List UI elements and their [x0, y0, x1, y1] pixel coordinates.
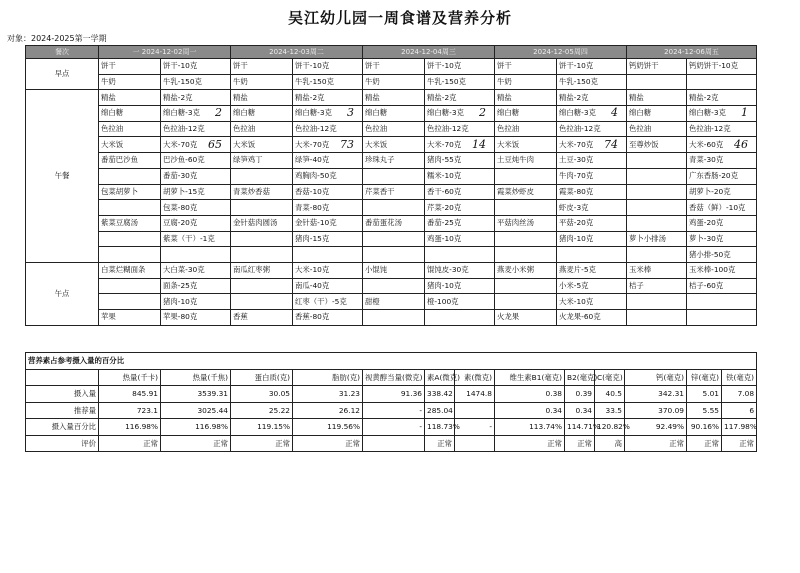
menu-row	[26, 106, 757, 122]
nutrient-value: 0.38	[495, 386, 565, 403]
handwritten-note: 4	[611, 106, 618, 120]
handwritten-note: 14	[472, 137, 486, 151]
dish-name	[495, 231, 557, 247]
nutrition-title: 营养素占参考摄入量的百分比	[26, 353, 757, 370]
nutrient-value: 正常	[99, 435, 161, 452]
day-header: 2024-12-05周四	[495, 46, 627, 59]
dish-name: 青菜炒香菇	[231, 184, 293, 200]
ingredient: 豆腐-20克	[161, 215, 231, 231]
ingredient	[687, 294, 757, 310]
ingredient: 绿笋-40克	[293, 153, 363, 169]
ingredient: 猪肉-10克	[161, 294, 231, 310]
nutrient-value: 117.98%	[722, 419, 757, 436]
dish-name: 白菜烂糊面条	[99, 262, 161, 278]
ingredient: 精盐-2克	[161, 90, 231, 106]
dish-name: 南瓜红枣粥	[231, 262, 293, 278]
nutrient-value: 正常	[231, 435, 293, 452]
nutrient-header: 热量(千卡)	[99, 369, 161, 386]
dish-name: 萝卜小排汤	[627, 231, 687, 247]
menu-row	[26, 59, 757, 75]
nutrient-header: B2(毫克)	[565, 369, 595, 386]
dish-name	[627, 215, 687, 231]
ingredient: 精盐-2克	[687, 90, 757, 106]
ingredient: 饼干-10克	[557, 59, 627, 75]
ingredient: 巴沙鱼-60克	[161, 153, 231, 169]
nutrient-header: 热量(千焦)	[161, 369, 231, 386]
ingredient: 苹果-80克	[161, 310, 231, 326]
nutrient-value: 114.71%	[565, 419, 595, 436]
day-header: 2024-12-04周三	[363, 46, 495, 59]
ingredient: 色拉油-12克	[687, 121, 757, 137]
dish-name: 绿笋鸡丁	[231, 153, 293, 169]
ingredient: 牛乳-150克	[161, 74, 231, 90]
nutrient-value: 正常	[565, 435, 595, 452]
ingredient: 番茄-25克	[425, 215, 495, 231]
nutrient-value: 正常	[495, 435, 565, 452]
ingredient: 火龙果-60克	[557, 310, 627, 326]
dish-name: 色拉油	[495, 121, 557, 137]
dish-name	[363, 278, 425, 294]
dish-name: 霞菜炒虾皮	[495, 184, 557, 200]
ingredient: 胡萝卜-15克	[161, 184, 231, 200]
dish-name: 牛奶	[99, 74, 161, 90]
menu-row	[26, 74, 757, 90]
ingredient: 糯米-10克	[425, 168, 495, 184]
nutrient-value: 正常	[687, 435, 722, 452]
ingredient	[293, 247, 363, 263]
ingredient: 芹菜-20克	[425, 200, 495, 216]
nutrition-row-label: 摄入量百分比	[26, 419, 99, 436]
dish-name: 土豆炖牛肉	[495, 153, 557, 169]
dish-name: 精盐	[99, 90, 161, 106]
dish-name	[99, 168, 161, 184]
ingredient	[557, 247, 627, 263]
dish-name: 精盐	[363, 90, 425, 106]
handwritten-note: 1	[741, 106, 748, 120]
dish-name: 大米饭	[231, 137, 293, 153]
dish-name: 精盐	[495, 90, 557, 106]
menu-row	[26, 153, 757, 169]
menu-row	[26, 184, 757, 200]
nutrient-value: 正常	[161, 435, 231, 452]
nutrient-value: 正常	[293, 435, 363, 452]
dish-name: 大米饭	[363, 137, 425, 153]
menu-row	[26, 278, 757, 294]
dish-name	[99, 200, 161, 216]
ingredient: 大米-70克 74	[557, 137, 627, 153]
ingredient: 虾皮-3克	[557, 200, 627, 216]
handwritten-note: 2	[215, 106, 222, 120]
dish-name	[231, 231, 293, 247]
dish-name: 绵白糖	[495, 106, 557, 122]
meal-label: 午餐	[26, 90, 99, 263]
ingredient: 香菇-10克	[293, 184, 363, 200]
nutrient-header: 维生素B1(毫克)	[495, 369, 565, 386]
ingredient: 鸡蛋-10克	[425, 231, 495, 247]
nutrient-value: 370.09	[625, 402, 687, 419]
dish-name: 牛奶	[495, 74, 557, 90]
ingredient: 精盐-2克	[557, 90, 627, 106]
meal-label: 早点	[26, 59, 99, 90]
dish-name: 饼干	[363, 59, 425, 75]
dish-name	[363, 231, 425, 247]
nutrient-value	[455, 402, 495, 419]
menu-row	[26, 215, 757, 231]
nutrient-header: 锌(毫克)	[687, 369, 722, 386]
menu-table	[25, 45, 757, 326]
ingredient: 土豆-30克	[557, 153, 627, 169]
ingredient: 绵白糖-3克 1	[687, 106, 757, 122]
dish-name	[627, 247, 687, 263]
dish-name	[627, 153, 687, 169]
ingredient: 饼干-10克	[161, 59, 231, 75]
ingredient: 香蕉-80克	[293, 310, 363, 326]
ingredient: 胡萝卜-20克	[687, 184, 757, 200]
menu-row	[26, 294, 757, 310]
dish-name	[231, 200, 293, 216]
nutrient-value: 1474.8	[455, 386, 495, 403]
ingredient: 鸡胸肉-50克	[293, 168, 363, 184]
dish-name: 大米饭	[495, 137, 557, 153]
dish-name	[99, 231, 161, 247]
nutrient-value	[455, 435, 495, 452]
nutrition-row-label: 摄入量	[26, 386, 99, 403]
dish-name	[363, 247, 425, 263]
nutrient-value: 6	[722, 402, 757, 419]
ingredient: 精盐-2克	[293, 90, 363, 106]
dish-name: 绵白糖	[99, 106, 161, 122]
dish-name	[99, 247, 161, 263]
nutrient-value: 33.5	[595, 402, 625, 419]
nutrient-value: 845.91	[99, 386, 161, 403]
nutrient-value: 5.55	[687, 402, 722, 419]
dish-name	[363, 168, 425, 184]
nutrient-value: 119.56%	[293, 419, 363, 436]
ingredient: 色拉油-12克	[293, 121, 363, 137]
nutrient-value: 0.34	[565, 402, 595, 419]
dish-name	[363, 310, 425, 326]
dish-name: 绵白糖	[231, 106, 293, 122]
nutrient-value	[363, 435, 425, 452]
nutrient-value: 0.39	[565, 386, 595, 403]
ingredient: 面条-25克	[161, 278, 231, 294]
dish-name: 饼干	[231, 59, 293, 75]
dish-name: 绵白糖	[363, 106, 425, 122]
menu-row	[26, 90, 757, 106]
nutrient-value: 5.01	[687, 386, 722, 403]
handwritten-note: 2	[479, 106, 486, 120]
ingredient: 猪肉-10克	[425, 278, 495, 294]
ingredient: 精盐-2克	[425, 90, 495, 106]
nutrient-value: 正常	[722, 435, 757, 452]
dish-name	[495, 278, 557, 294]
nutrition-table	[25, 352, 757, 452]
ingredient	[425, 310, 495, 326]
ingredient: 色拉油-12克	[425, 121, 495, 137]
dish-name: 饼干	[495, 59, 557, 75]
handwritten-note: 3	[347, 106, 354, 120]
dish-name: 珍珠丸子	[363, 153, 425, 169]
dish-name: 饼干	[99, 59, 161, 75]
ingredient: 牛乳-150克	[425, 74, 495, 90]
ingredient	[687, 310, 757, 326]
ingredient: 广东香肠-20克	[687, 168, 757, 184]
ingredient: 牛乳-150克	[293, 74, 363, 90]
handwritten-note: 46	[734, 137, 748, 151]
dish-name: 玉米棒	[627, 262, 687, 278]
dish-name	[495, 200, 557, 216]
dish-name: 包菜胡萝卜	[99, 184, 161, 200]
term-label: 对象：2024-2025第一学期	[7, 34, 107, 43]
nutrient-value: -	[363, 402, 425, 419]
nutrient-value: 3025.44	[161, 402, 231, 419]
ingredient: 番茄-30克	[161, 168, 231, 184]
nutrient-value: 91.36	[363, 386, 425, 403]
nutrient-header: 铁(毫克)	[722, 369, 757, 386]
nutrient-value: 30.05	[231, 386, 293, 403]
ingredient	[425, 247, 495, 263]
ingredient: 萝卜-30克	[687, 231, 757, 247]
dish-name	[495, 247, 557, 263]
ingredient: 牛乳-150克	[557, 74, 627, 90]
menu-row	[26, 231, 757, 247]
dish-name: 精盐	[231, 90, 293, 106]
ingredient: 绵白糖-3克 2	[161, 106, 231, 122]
ingredient: 大米-70克 73	[293, 137, 363, 153]
menu-row	[26, 262, 757, 278]
dish-name	[495, 168, 557, 184]
ingredient: 绵白糖-3克 2	[425, 106, 495, 122]
ingredient: 饼干-10克	[425, 59, 495, 75]
dish-name: 平菇肉丝汤	[495, 215, 557, 231]
dish-name: 钙奶饼干	[627, 59, 687, 75]
ingredient: 大米-10克	[293, 262, 363, 278]
nutrition-corner	[26, 369, 99, 386]
nutrient-value: 高	[595, 435, 625, 452]
dish-name: 精盐	[627, 90, 687, 106]
nutrient-value: 92.49%	[625, 419, 687, 436]
ingredient: 大白菜-30克	[161, 262, 231, 278]
ingredient: 紫菜（干）-1克	[161, 231, 231, 247]
day-header: 一 2024-12-02周一	[99, 46, 231, 59]
dish-name: 色拉油	[99, 121, 161, 137]
dish-name	[627, 184, 687, 200]
ingredient: 玉米棒-100克	[687, 262, 757, 278]
dish-name	[627, 294, 687, 310]
dish-name: 芹菜香干	[363, 184, 425, 200]
dish-name	[99, 278, 161, 294]
dish-name	[231, 247, 293, 263]
ingredient: 猪小排-50克	[687, 247, 757, 263]
nutrition-row-label: 推荐量	[26, 402, 99, 419]
nutrient-value: -	[455, 419, 495, 436]
dish-name: 紫菜豆腐汤	[99, 215, 161, 231]
nutrient-value: 40.5	[595, 386, 625, 403]
dish-name: 小馄饨	[363, 262, 425, 278]
ingredient: 桔子-60克	[687, 278, 757, 294]
nutrient-value: 338.42	[425, 386, 455, 403]
dish-name	[231, 278, 293, 294]
dish-name: 金针菇肉圆汤	[231, 215, 293, 231]
dish-name: 牛奶	[231, 74, 293, 90]
dish-name: 苹果	[99, 310, 161, 326]
meal-header: 餐次	[26, 46, 99, 59]
dish-name: 火龙果	[495, 310, 557, 326]
dish-name	[627, 310, 687, 326]
ingredient: 燕麦片-5克	[557, 262, 627, 278]
dish-name	[363, 200, 425, 216]
ingredient: 大米-10克	[557, 294, 627, 310]
dish-name: 大米饭	[99, 137, 161, 153]
dish-name: 色拉油	[231, 121, 293, 137]
nutrient-value: 正常	[625, 435, 687, 452]
dish-name	[627, 74, 687, 90]
ingredient: 牛肉-70克	[557, 168, 627, 184]
ingredient: 南瓜-40克	[293, 278, 363, 294]
page-title: 吴江幼儿园一周食谱及营养分析	[287, 9, 512, 27]
nutrient-value: 342.31	[625, 386, 687, 403]
ingredient: 大米-70克 14	[425, 137, 495, 153]
dish-name: 桔子	[627, 278, 687, 294]
dish-name	[99, 294, 161, 310]
ingredient: 饼干-10克	[293, 59, 363, 75]
menu-row	[26, 247, 757, 263]
nutrient-value: 正常	[425, 435, 455, 452]
dish-name	[231, 294, 293, 310]
dish-name: 番茄蛋花汤	[363, 215, 425, 231]
dish-name: 番茄巴沙鱼	[99, 153, 161, 169]
nutrient-value: 90.16%	[687, 419, 722, 436]
ingredient	[161, 247, 231, 263]
nutrient-value: 723.1	[99, 402, 161, 419]
menu-row	[26, 121, 757, 137]
ingredient: 猪肉-10克	[557, 231, 627, 247]
dish-name: 色拉油	[363, 121, 425, 137]
nutrient-value: 0.34	[495, 402, 565, 419]
ingredient: 平菇-20克	[557, 215, 627, 231]
ingredient: 色拉油-12克	[557, 121, 627, 137]
nutrient-header: 素(微克)	[455, 369, 495, 386]
ingredient: 霞菜-80克	[557, 184, 627, 200]
ingredient: 色拉油-12克	[161, 121, 231, 137]
ingredient: 大米-70克 65	[161, 137, 231, 153]
dish-name	[627, 168, 687, 184]
nutrient-value: 31.23	[293, 386, 363, 403]
menu-row	[26, 137, 757, 153]
ingredient: 金针菇-10克	[293, 215, 363, 231]
dish-name: 甜橙	[363, 294, 425, 310]
nutrient-header: 素A(微克)	[425, 369, 455, 386]
dish-name: 牛奶	[363, 74, 425, 90]
nutrient-value: 7.08	[722, 386, 757, 403]
meal-label: 午点	[26, 262, 99, 325]
dish-name	[627, 200, 687, 216]
ingredient: 猪肉-55克	[425, 153, 495, 169]
nutrient-value: 118.73%	[425, 419, 455, 436]
ingredient: 绵白糖-3克 3	[293, 106, 363, 122]
ingredient	[687, 74, 757, 90]
ingredient: 绵白糖-3克 4	[557, 106, 627, 122]
ingredient: 青菜-30克	[687, 153, 757, 169]
day-header: 2024-12-06周五	[627, 46, 757, 59]
menu-row	[26, 200, 757, 216]
nutrient-value: 26.12	[293, 402, 363, 419]
nutrition-row-label: 评价	[26, 435, 99, 452]
dish-name: 至尊炒饭	[627, 137, 687, 153]
nutrient-value: 113.74%	[495, 419, 565, 436]
nutrient-value: 25.22	[231, 402, 293, 419]
nutrient-header: 视黄醇当量(微克)	[363, 369, 425, 386]
nutrient-value: 116.98%	[99, 419, 161, 436]
dish-name: 香蕉	[231, 310, 293, 326]
ingredient: 馄饨皮-30克	[425, 262, 495, 278]
dish-name	[231, 168, 293, 184]
dish-name: 绵白糖	[627, 106, 687, 122]
ingredient: 青菜-80克	[293, 200, 363, 216]
nutrient-header: 钙(毫克)	[625, 369, 687, 386]
ingredient: 大米-60克 46	[687, 137, 757, 153]
nutrient-header: C(毫克)	[595, 369, 625, 386]
dish-name	[495, 294, 557, 310]
ingredient: 钙奶饼干-10克	[687, 59, 757, 75]
ingredient: 香干-60克	[425, 184, 495, 200]
day-header: 2024-12-03周二	[231, 46, 363, 59]
ingredient: 橙-100克	[425, 294, 495, 310]
nutrient-value: 119.15%	[231, 419, 293, 436]
dish-name: 燕麦小米粥	[495, 262, 557, 278]
nutrient-value: 116.98%	[161, 419, 231, 436]
handwritten-note: 65	[208, 137, 222, 151]
nutrient-value: -	[363, 419, 425, 436]
handwritten-note: 74	[604, 137, 618, 151]
nutrient-value: 285.04	[425, 402, 455, 419]
menu-row	[26, 168, 757, 184]
nutrient-value: 120.82%	[595, 419, 625, 436]
dish-name: 色拉油	[627, 121, 687, 137]
nutrient-header: 脂肪(克)	[293, 369, 363, 386]
ingredient: 红枣（干）-5克	[293, 294, 363, 310]
ingredient: 包菜-80克	[161, 200, 231, 216]
ingredient: 猪肉-15克	[293, 231, 363, 247]
nutrient-value: 3539.31	[161, 386, 231, 403]
ingredient: 香菇（鲜）-10克	[687, 200, 757, 216]
ingredient: 鸡蛋-20克	[687, 215, 757, 231]
handwritten-note: 73	[340, 137, 354, 151]
nutrient-header: 蛋白质(克)	[231, 369, 293, 386]
ingredient: 小米-5克	[557, 278, 627, 294]
menu-row	[26, 310, 757, 326]
